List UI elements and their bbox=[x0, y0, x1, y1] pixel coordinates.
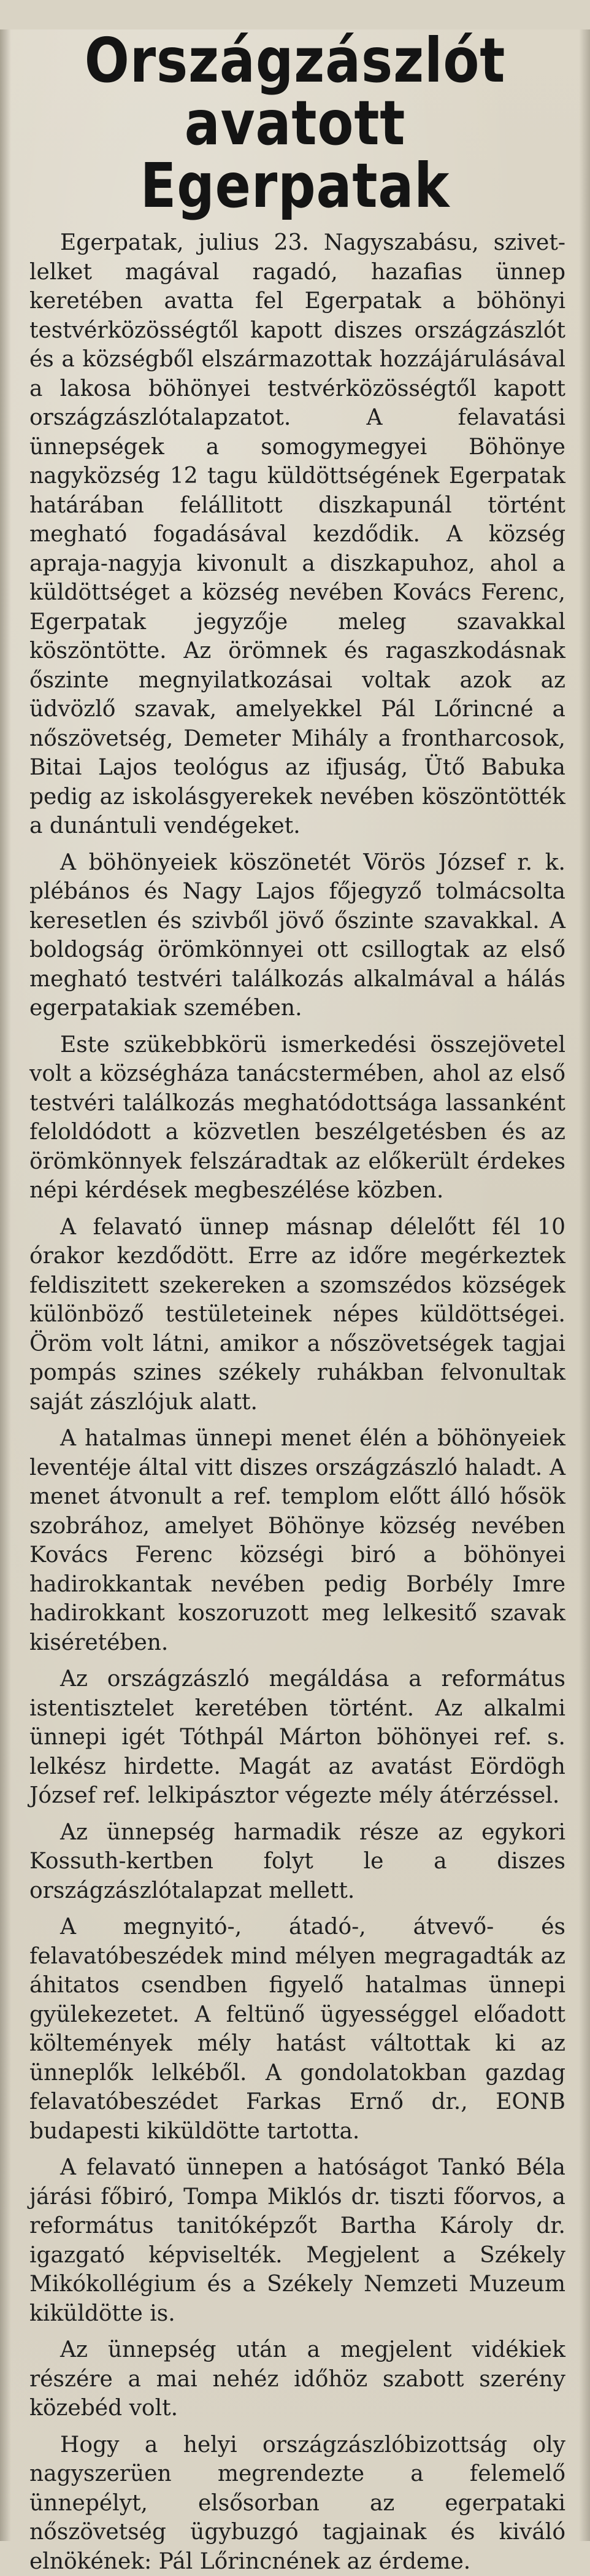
headline bbox=[41, 29, 548, 217]
article-paragraph-8: A megnyitó-, átadó-, átvevő- és felavatóbeszédek mind mélyen megragadták az áhitatos csendben figyelő hatalmas ünnepi gyülekezetet. A feltünő ügyességgel előadott költemények mély hatást váltottak ki az ünneplők lelkéből. A gondolatokban gazdag felavatóbeszédet Farkas Ernő dr., EONB budapesti kiküldötte tartotta. bbox=[29, 1913, 565, 2146]
article-paragraph-9: A felavató ünnepen a hatóságot Tankó Béla járási főbiró, Tompa Miklós dr. tiszti főorvos, a református tanitóképzőt Bartha Károly dr. igazgató képviselték. Megjelent a Székely Mikókollégium és a Székely Nemzeti Muzeum kiküldötte is. bbox=[29, 2153, 565, 2328]
paper-edge-right bbox=[579, 29, 590, 2541]
article-body bbox=[29, 228, 565, 2576]
article-paragraph-11: Hogy a helyi országzászlóbizottság oly nagyszerüen megrendezte a felemelő ünnepélyt, elsősorban az egerpataki nőszövetség ügybuzgó tagjainak és kiváló elnökének: Pál Lőrincnének az érdeme. bbox=[29, 2431, 565, 2576]
newspaper-clipping bbox=[0, 29, 590, 2541]
paper-edge-left bbox=[0, 29, 11, 2541]
article-paragraph-7: Az ünnepség harmadik része az egykori Kossuth-kertben folyt le a diszes országzászlótalapzat mellett. bbox=[29, 1818, 565, 1906]
article-paragraph-3: Este szükebbkörü ismerkedési összejövetel volt a községháza tanácstermében, ahol az első testvéri találkozás meghatódottsága lassanként feloldódott a közvetlen beszélgetésben és az örömkönnyek felszáradtak az előkerült érdekes népi kérdések megbeszélése közben. bbox=[29, 1031, 565, 1205]
article-paragraph-5: A hatalmas ünnepi menet élén a böhönyeiek leventéje által vitt diszes országzászló haladt. A menet átvonult a ref. templom előtt álló hősök szobrához, amelyet Böhönye község nevében Kovács Ferenc községi biró a böhönyei hadirokkantak nevében pedig Borbély Imre hadirokkant koszoruzott meg lelkesitő szavak kiséretében. bbox=[29, 1424, 565, 1657]
article-paragraph-4: A felavató ünnep másnap délelőtt fél 10 órakor kezdődött. Erre az időre megérkeztek feldiszitett szekereken a szomszédos községek különböző testületeinek népes küldöttségei. Öröm volt látni, amikor a nőszövetségek tagjai pompás szines székely ruhákban felvonultak saját zászlójuk alatt. bbox=[29, 1213, 565, 1417]
headline-line-1: Országzászlót bbox=[41, 29, 548, 92]
article-paragraph-6: Az országzászló megáldása a református istentisztelet keretében történt. Az alkalmi ünnepi igét Tóthpál Márton böhönyei ref. s. lelkész hirdette. Magát az avatást Eördögh József ref. lelkipásztor végezte mély átérzéssel. bbox=[29, 1665, 565, 1811]
article-paragraph-10: Az ünnepség után a megjelent vidékiek részére a mai nehéz időhöz szabott szerény közebéd volt. bbox=[29, 2335, 565, 2423]
article-paragraph-1: Egerpatak, julius 23. Nagyszabásu, szivet-lelket magával ragadó, hazafias ünnep keretében avatta fel Egerpatak a böhönyi testvérközösségtől kapott diszes országzászlót és a községből elszármazottak hozzájárulásával a lakosa böhönyei testvérközösségtől kapott országzászlótalapzatot. A felavatási ünnepségek a somogymegyei Böhönye nagyközség 12 tagu küldöttségének Egerpatak határában felállitott diszkapunál történt megható fogadásával kezdődik. A község apraja-nagyja kivonult a diszkapuhoz, ahol a küldöttséget a község nevében Kovács Ferenc, Egerpatak jegyzője meleg szavakkal köszöntötte. Az örömnek és ragaszkodásnak őszinte megnyilatkozásai voltak azok az üdvözlő szavak, amelyekkel Pál Lőrincné a nőszövetség, Demeter Mihály a frontharcosok, Bitai Lajos teológus az ifjuság, Ütő Babuka pedig az iskolásgyerekek nevében köszöntötték a dunántuli vendégeket. bbox=[29, 228, 565, 841]
article-paragraph-2: A böhönyeiek köszönetét Vörös József r. k. plébános és Nagy Lajos főjegyző tolmácsolta keresetlen és szivből jövő őszinte szavakkal. A boldogság örömkönnyei ott csillogtak az első megható testvéri találkozás alkalmával a hálás egerpatakiak szemében. bbox=[29, 848, 565, 1023]
headline-line-2: avatott Egerpatak bbox=[41, 92, 548, 217]
